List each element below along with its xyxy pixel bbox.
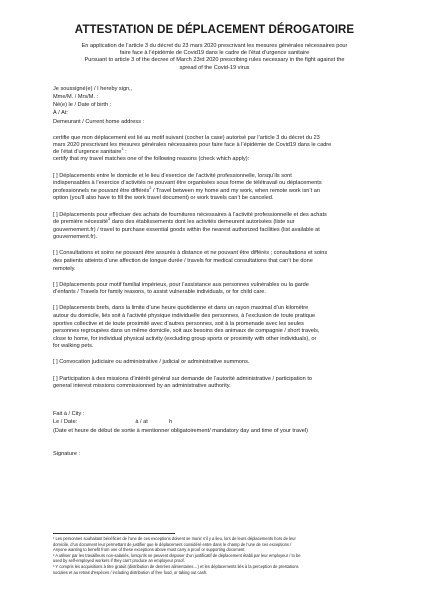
option-line: sportive collective et de toute proximité avec d’autres personnes, soit à la promenade avec les seules xyxy=(53,320,304,327)
cert-line xyxy=(53,149,376,156)
cert-line: certifie que mon déplacement est lié au motif suivant (cocher la case) autorisé par l’article 3 du décret du 23 xyxy=(53,134,320,141)
option-line: [ ] Déplacements pour motif familial impérieux, pour l’assistance aux personnes vulnérables ou la garde xyxy=(53,281,309,288)
option-line: [ ] Consultations et soins ne pouvant être assurés à distance et ne pouvant être différés ; consultations et soins xyxy=(53,250,328,257)
option-line: option (you’ll also have to fill the work travel document) or work travels can’t be canceled. xyxy=(53,195,274,202)
identity-block xyxy=(53,85,376,126)
option-line: autour du domicile, liés soit à l’activité physique individuelle des personnes, à l’exclusion de toute pratique xyxy=(53,312,316,319)
option-shopping[interactable] xyxy=(53,212,376,242)
option-exercise[interactable] xyxy=(53,305,376,351)
intro-line: faire face à l’épidémie de Covid19 dans le cadre de l’état d’urgence sanitaire xyxy=(119,50,310,57)
cert-text: de l’état d’urgence sanitaire xyxy=(53,149,122,156)
footnote-divider xyxy=(53,533,175,534)
option-text: professionnels ne pouvant être différés xyxy=(53,187,150,194)
birth-date-field: Né(e) le / Date of birth : xyxy=(53,102,112,109)
option-line: [ ] Déplacements pour effectuer des achats de fournitures nécessaires à l’activité professionnelle et des achats xyxy=(53,211,327,218)
time-field: à / at xyxy=(135,419,148,426)
footnote-line: ³ Y compris les acquisitions à titre gratuit (distribution de denrées alimentaires…) et les déplacements liés à la perception de prestations xyxy=(53,563,299,569)
option-family[interactable] xyxy=(53,282,376,297)
name-field: Mme/M. / Mrs/M. : xyxy=(53,94,99,101)
intro-line: En application de l’article 3 du décret du 23 mars 2020 prescrivant les mesures générales nécessaires pour xyxy=(81,43,348,49)
option-text: / Travel between my home and my work, when remote work isn’t an xyxy=(151,187,320,194)
option-line: [ ] Déplacements entre le domicile et le lieu d’exercice de l’activité professionnelle, lorsqu’ils sont xyxy=(53,172,292,179)
option-text: dans des établissements dont les activités demeurent autorisées (liste sur xyxy=(110,219,295,226)
footnote-line: domicile, d’un document leur permettant de justifier que le déplacement considéré entre dans le champ de l’une de ces exceptions / xyxy=(53,541,292,547)
signature-field: Signature : xyxy=(53,450,81,457)
footnote-ref: 1 xyxy=(121,147,124,152)
footnote-line: Anyone wanting to benefit from one of these exceptions above must carry a proof or supporting document. xyxy=(53,547,246,553)
legal-intro xyxy=(59,43,370,72)
intro-line: spread of the Covid-19 virus xyxy=(179,64,250,71)
option-line: [ ] Participation à des missions d’intérêt général sur demande de l’autorité administrative / participation to xyxy=(53,375,313,382)
option-line: [ ] Déplacements brefs, dans la limite d’une heure quotidienne et dans un rayon maximal d’un kilomètre xyxy=(53,305,309,312)
date-field: Le / Date: xyxy=(53,419,78,426)
option-line: personnes regroupées dans un même domicile, soit aux besoins des animaux de compagnie / short travels, xyxy=(53,328,320,335)
option-line: close to home, for individual physical activity (excluding group sports or proximity with other individuals), or xyxy=(53,335,317,342)
option-line: des patients atteints d’une affection de longue durée / travels for medical consultations that can’t be done xyxy=(53,257,313,264)
address-field: Demeurant / Current home address : xyxy=(53,118,145,125)
option-line: d’enfants / Travels for family reasons, to assist vulnerable individuals, or for child care. xyxy=(53,289,266,296)
footnote-line: ¹ Les personnes souhaitant bénéficier de l’une de ces exceptions doivent se munir s’il y a lieu, lors de leurs déplacements hors de leur xyxy=(53,536,296,541)
option-line: [ ] Convocation judiciaire ou administrative / judicial or administrative summons. xyxy=(53,359,250,366)
option-line: general interest missions commissionned by an administrative authority. xyxy=(53,383,231,390)
date-time-note: (Date et heure de début de sortie à mentionner obligatoirement/ mandatory day and time of your travel) xyxy=(53,427,308,434)
option-line: gouvernement.fr) / travel to purchase essential goods within the nearest authorized facilities (list available at xyxy=(53,226,320,233)
option-health[interactable] xyxy=(53,250,376,273)
option-text: de première nécessité xyxy=(53,219,109,226)
option-line xyxy=(53,219,376,227)
option-judicial[interactable] xyxy=(53,359,376,367)
option-line: for walking pets. xyxy=(53,343,94,350)
footnote-line: ² A utiliser par les travailleurs non-salariés, lorsqu’ils ne peuvent disposer d’un justificatif de déplacement établi par leur employeur / to be xyxy=(53,552,301,558)
document-title: ATTESTATION DE DÉPLACEMENT DÉROGATOIRE xyxy=(74,24,355,36)
cert-line-english: certify that my travel matches one of the following reasons (check which apply): xyxy=(53,156,250,163)
signer-line: Je soussigné(e) / I hereby sign,, xyxy=(53,85,133,92)
option-mission[interactable] xyxy=(53,376,376,391)
footnotes xyxy=(53,536,376,575)
footnote-ref: 3 xyxy=(108,217,111,222)
footnote-line: used by self-employed workers if they can’t produce an employeur proof. xyxy=(53,558,185,564)
option-line: remotely. xyxy=(53,265,76,272)
signing-block xyxy=(53,411,376,435)
city-field: Fait à / City : xyxy=(53,410,85,417)
footnote-line: sociales et au retrait d’espèces / including distribution of free food, or taking out cash. xyxy=(53,569,208,575)
intro-line: Pursuant to article 3 of the decree of March 23rd 2020 prescribing rules necessary in the fight against the xyxy=(84,57,345,64)
option-work[interactable] xyxy=(53,173,376,203)
certification-statement xyxy=(53,135,376,164)
footnote-ref: 2 xyxy=(149,185,152,190)
option-line: gouvernement.fr). xyxy=(53,234,98,241)
hour-label: h xyxy=(168,419,173,426)
option-line xyxy=(53,185,376,196)
date-time-line xyxy=(53,419,376,426)
cert-line: mars 2020 prescrivant les mesures générales nécessaires pour faire face à l’épidémie de Covid19 dans le cadre xyxy=(53,142,332,149)
option-line: indispensables à l’exercice d’activités ne pouvant être organisées sous forme de télétravail ou déplacements xyxy=(53,180,322,187)
cert-text: : xyxy=(123,149,127,156)
birth-place-field: À / At: xyxy=(53,110,68,117)
